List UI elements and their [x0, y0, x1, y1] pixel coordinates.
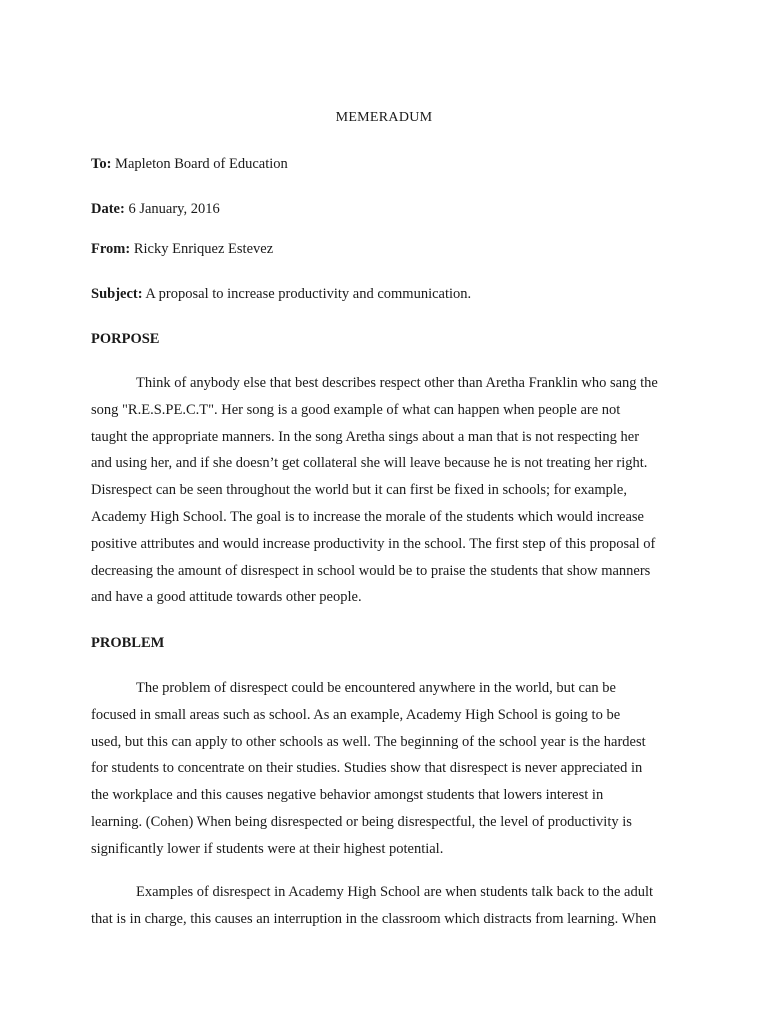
from-field	[91, 241, 273, 258]
paragraph-line: focused in small areas such as school. As an example, Academy High School is going to be	[91, 706, 621, 723]
paragraph-line: the workplace and this causes negative behavior amongst students that lowers interest in	[91, 787, 604, 804]
problem-heading: PROBLEM	[91, 635, 165, 651]
paragraph-line: Academy High School. The goal is to increase the morale of the students which would increase	[91, 508, 644, 525]
memo-title: MEMERADUM	[335, 110, 433, 125]
from-value: Ricky Enriquez Estevez	[133, 241, 274, 257]
paragraph-line: that is in charge, this causes an interruption in the classroom which distracts from learning. When	[91, 910, 657, 927]
paragraph-line: Examples of disrespect in Academy High School are when students talk back to the adult	[136, 884, 654, 900]
date-label: Date:	[91, 201, 125, 217]
paragraph-line: and have a good attitude towards other people.	[91, 589, 362, 606]
paragraph-line: significantly lower if students were at their highest potential.	[91, 840, 444, 857]
paragraph-line: learning. (Cohen) When being disrespected or being disrespectful, the level of productivity is	[91, 813, 632, 830]
paragraph-line: for students to concentrate on their studies. Studies show that disrespect is never appreciated in	[91, 760, 643, 777]
paragraph-line: used, but this can apply to other schools as well. The beginning of the school year is the hardest	[91, 733, 646, 750]
paragraph-line: and using her, and if she doesn’t get collateral she will leave because he is not treating her right.	[91, 455, 648, 472]
paragraph-line: Think of anybody else that best describes respect other than Aretha Franklin who sang the	[136, 375, 658, 391]
problem-paragraph	[91, 675, 691, 863]
paragraph-line: positive attributes and would increase productivity in the school. The first step of this proposal of	[91, 535, 656, 552]
from-label: From:	[91, 241, 131, 257]
problem-paragraph-2	[91, 879, 691, 933]
to-value: Mapleton Board of Education	[115, 156, 288, 172]
date-field	[91, 201, 220, 218]
paragraph-line: The problem of disrespect could be encountered anywhere in the world, but can be	[136, 680, 616, 696]
purpose-paragraph	[91, 370, 691, 611]
date-value: 6 January, 2016	[128, 201, 220, 217]
paragraph-line: Disrespect can be seen throughout the world but it can first be fixed in schools; for example,	[91, 482, 627, 499]
subject-field	[91, 286, 471, 303]
purpose-heading: PORPOSE	[91, 331, 160, 347]
subject-value: A proposal to increase productivity and communication.	[145, 286, 472, 302]
to-label: To:	[91, 156, 112, 172]
paragraph-line: taught the appropriate manners. In the song Aretha sings about a man that is not respecting her	[91, 428, 640, 445]
paragraph-line: decreasing the amount of disrespect in school would be to praise the students that show manners	[91, 562, 651, 579]
paragraph-line: song "R.E.S.PE.C.T". Her song is a good example of what can happen when people are not	[91, 401, 621, 418]
subject-label: Subject:	[91, 286, 143, 302]
to-field	[91, 156, 288, 173]
